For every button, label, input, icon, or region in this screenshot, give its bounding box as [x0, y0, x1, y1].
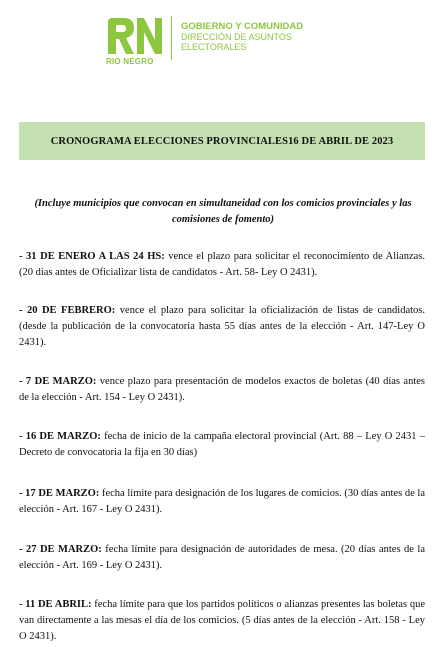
schedule-entry: [19, 486, 425, 518]
entry-date: - 20 DE FEBRERO:: [19, 305, 116, 316]
entry-date: - 17 DE MARZO:: [19, 488, 100, 499]
rio-negro-logo: [106, 16, 164, 72]
entry-text: fecha límite para designación de autoridades de mesa. (20 días antes de la elección - Art. 169 - Ley O 2431).: [19, 544, 425, 571]
entry-date: - 16 DE MARZO:: [19, 431, 101, 442]
schedule-entry: [19, 374, 425, 406]
logo-subtitle: RIO NEGRO: [106, 57, 154, 66]
entry-text: fecha límite para designación de los lugares de comicios. (30 días antes de la elección - Art. 167 - Ley O 2431).: [19, 488, 425, 515]
schedule-entry: [19, 429, 425, 461]
document-title: CRONOGRAMA ELECCIONES PROVINCIALES16 DE ABRIL DE 2023: [50, 135, 394, 147]
org-line-3: ELECTORALES: [181, 42, 247, 52]
schedule-entry: [19, 249, 425, 281]
entry-date: - 7 DE MARZO:: [19, 376, 97, 387]
schedule-entry: [19, 597, 425, 645]
entry-date: - 11 DE ABRIL:: [19, 599, 92, 610]
rn-logo-icon: [106, 16, 164, 56]
entry-text: vence el plazo para solicitar la oficialización de listas de candidatos. (desde la publicación de la convocatoria hasta 55 días antes de la elección - Art. 147-Ley O 2431).: [19, 305, 425, 348]
org-line-2: DIRECCIÓN DE ASUNTOS: [181, 32, 292, 42]
intro-note: (Incluye municipios que convocan en simultaneidad con los comicios provinciales y las comisiones de fomento): [34, 198, 412, 225]
entry-date: - 27 DE MARZO:: [19, 544, 102, 555]
org-line-1: GOBIERNO Y COMUNIDAD: [181, 21, 304, 32]
page-header: [0, 0, 444, 80]
entry-date: - 31 DE ENERO A LAS 24 HS:: [19, 251, 165, 262]
entry-text: vence plazo para presentación de modelos exactos de boletas (40 días antes de la elección - Art. 154 - Ley O 2431).: [19, 376, 425, 403]
entry-text: fecha límite para que los partidos políticos o alianzas presentes las boletas que van directamente a las mesas el día de los comicios. (5 días antes de la elección - Art. 158 - Ley O 2431).: [19, 599, 425, 642]
schedule-entry: [19, 542, 425, 574]
organization-name: [181, 22, 303, 52]
entry-text: vence el plazo para solicitar el reconocimiento de Alianzas. (20 días antes de Oficializar lista de candidatos - Art. 58- Ley O 2431).: [19, 251, 426, 278]
schedule-entry: [19, 303, 425, 351]
entry-text: fecha de inicio de la campaña electoral provincial (Art. 88 – Ley O 2431 – Decreto de convocatoria la fija en 30 días): [19, 431, 426, 458]
title-banner: [19, 122, 425, 160]
header-divider: [171, 16, 172, 60]
